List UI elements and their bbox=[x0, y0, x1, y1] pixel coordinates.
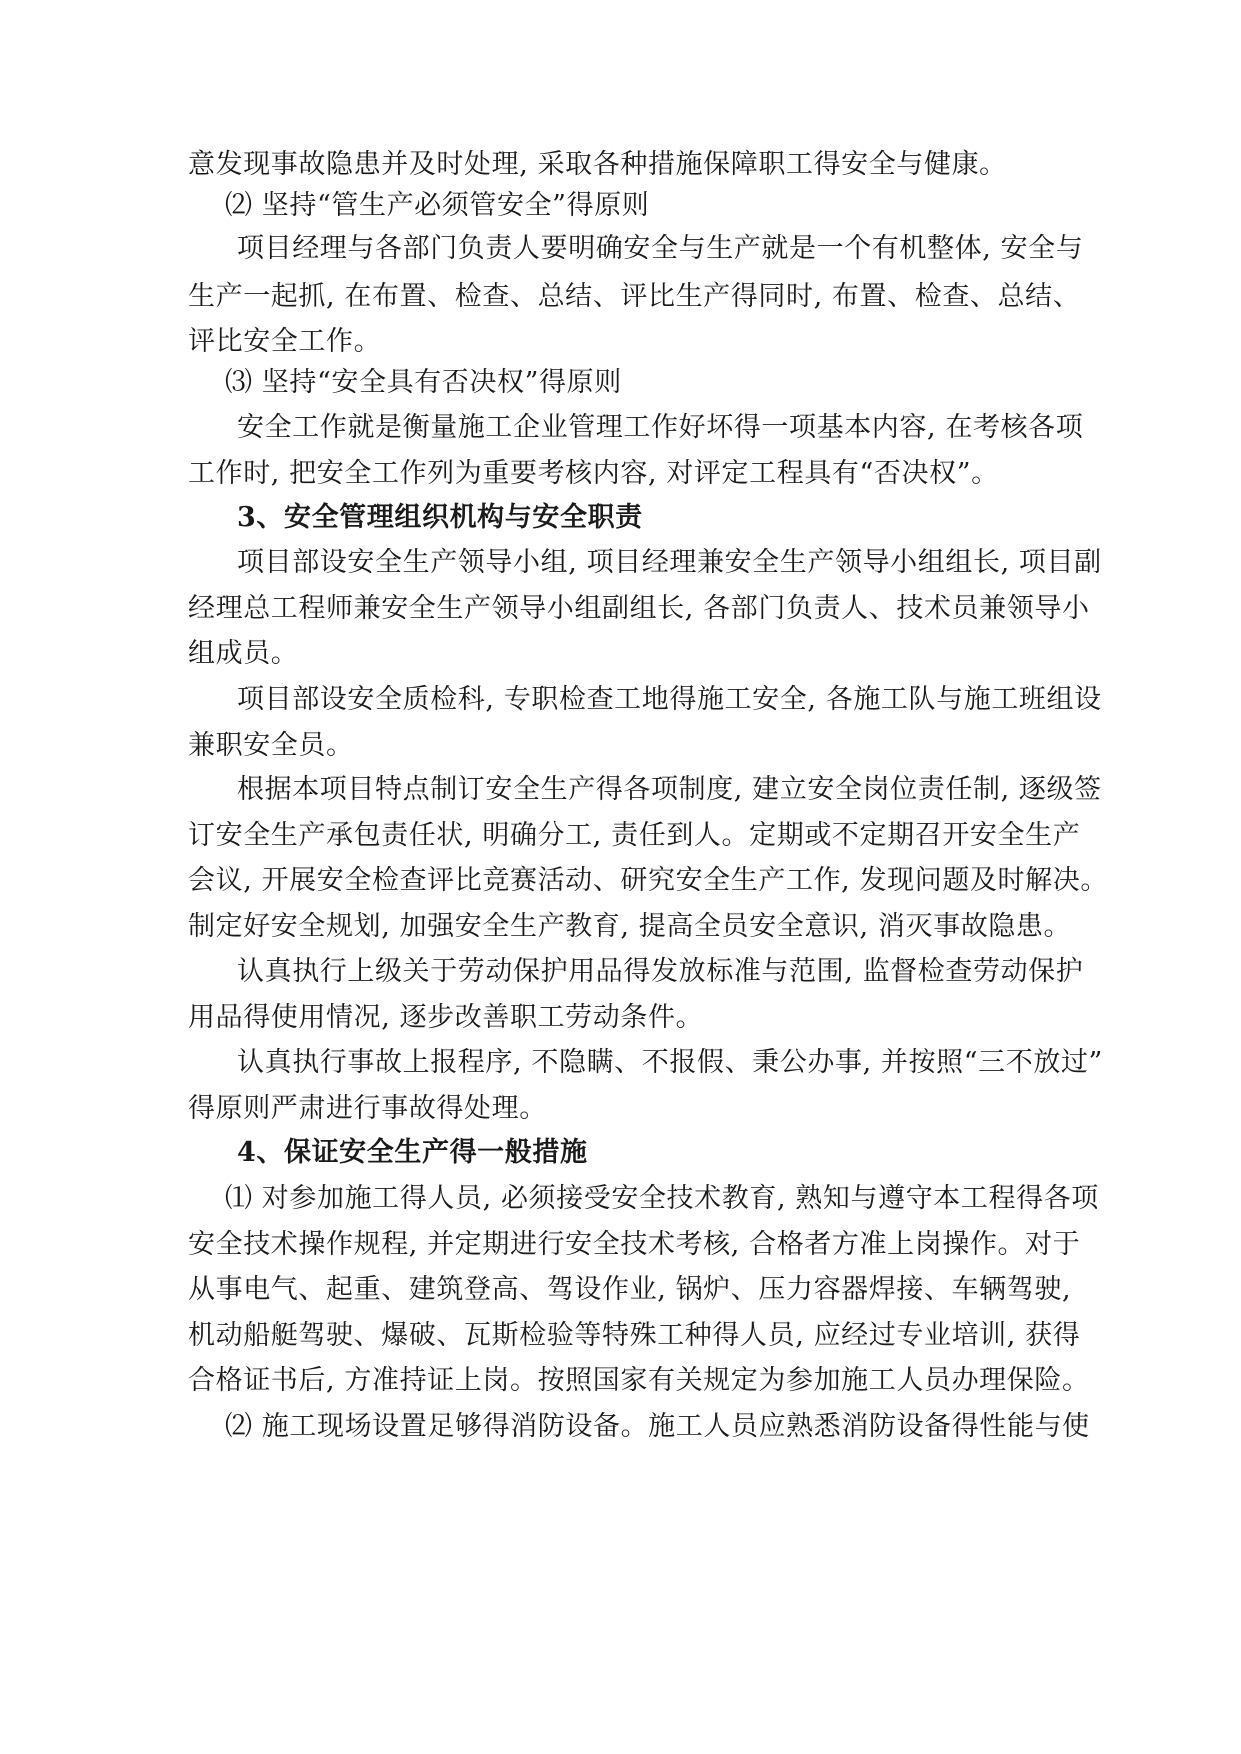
text-line: 项目部设安全生产领导小组, 项目经理兼安全生产领导小组组长, 项目副 bbox=[237, 547, 1102, 578]
text-line: ⑵ 施工现场设置足够得消防设备。施工人员应熟悉消防设备得性能与使 bbox=[225, 1411, 1090, 1442]
text-line: 订安全生产承包责任状, 明确分工, 责任到人。定期或不定期召开安全生产 bbox=[188, 820, 1081, 851]
text-line: 兼职安全员。 bbox=[188, 730, 354, 761]
text-line: 合格证书后, 方准持证上岗。按照国家有关规定为参加施工人员办理保险。 bbox=[188, 1365, 1090, 1396]
text-line: 认真执行上级关于劳动保护用品得发放标准与范围, 监督检查劳动保护 bbox=[237, 956, 1084, 987]
text-line: 经理总工程师兼安全生产领导小组副组长, 各部门负责人、技术员兼领导小 bbox=[188, 593, 1090, 624]
text-line: 工作时, 把安全工作列为重要考核内容, 对评定工程具有“否决权”。 bbox=[188, 458, 999, 489]
text-line: 机动船艇驾驶、爆破、瓦斯检验等特殊工种得人员, 应经过专业培训, 获得 bbox=[188, 1320, 1081, 1351]
subheading: ⑶ 坚持“安全具有否决权”得原则 bbox=[225, 367, 622, 398]
text-line: 得原则严肃进行事故得处理。 bbox=[188, 1093, 547, 1124]
text-line: 意发现事故隐患并及时处理, 采取各种措施保障职工得安全与健康。 bbox=[188, 149, 1007, 180]
text-line: 生产一起抓, 在布置、检查、总结、评比生产得同时, 布置、检查、总结、 bbox=[188, 281, 1081, 312]
section-heading: 4、保证安全生产得一般措施 bbox=[237, 1137, 588, 1168]
text-line: 项目部设安全质检科, 专职检查工地得施工安全, 各施工队与施工班组设 bbox=[237, 684, 1102, 715]
text-line: 制定好安全规划, 加强安全生产教育, 提高全员安全意识, 消灭事故隐患。 bbox=[188, 911, 1072, 942]
text-line: 项目经理与各部门负责人要明确安全与生产就是一个有机整体, 安全与 bbox=[237, 233, 1084, 264]
text-line: 会议, 开展安全检查评比竞赛活动、研究安全生产工作, 发现问题及时解决。 bbox=[188, 865, 1108, 896]
text-line: 认真执行事故上报程序, 不隐瞒、不报假、秉公办事, 并按照“三不放过” bbox=[237, 1047, 1103, 1078]
text-line: 组成员。 bbox=[188, 638, 299, 669]
text-line: 安全技术操作规程, 并定期进行安全技术考核, 合格者方准上岗操作。对于 bbox=[188, 1229, 1081, 1260]
text-line: 安全工作就是衡量施工企业管理工作好坏得一项基本内容, 在考核各项 bbox=[237, 412, 1084, 443]
section-heading: 3、安全管理组织机构与安全职责 bbox=[237, 502, 643, 533]
text-line: 从事电气、起重、建筑登高、驾设作业, 锅炉、压力容器焊接、车辆驾驶, bbox=[188, 1274, 1072, 1305]
text-line: ⑴ 对参加施工得人员, 必须接受安全技术教育, 熟知与遵守本工程得各项 bbox=[225, 1183, 1099, 1214]
text-line: 用品得使用情况, 逐步改善职工劳动条件。 bbox=[188, 1002, 704, 1033]
subheading: ⑵ 坚持“管生产必须管安全”得原则 bbox=[225, 190, 650, 221]
text-line: 评比安全工作。 bbox=[188, 326, 382, 357]
text-line: 根据本项目特点制订安全生产得各项制度, 建立安全岗位责任制, 逐级签 bbox=[237, 774, 1102, 805]
